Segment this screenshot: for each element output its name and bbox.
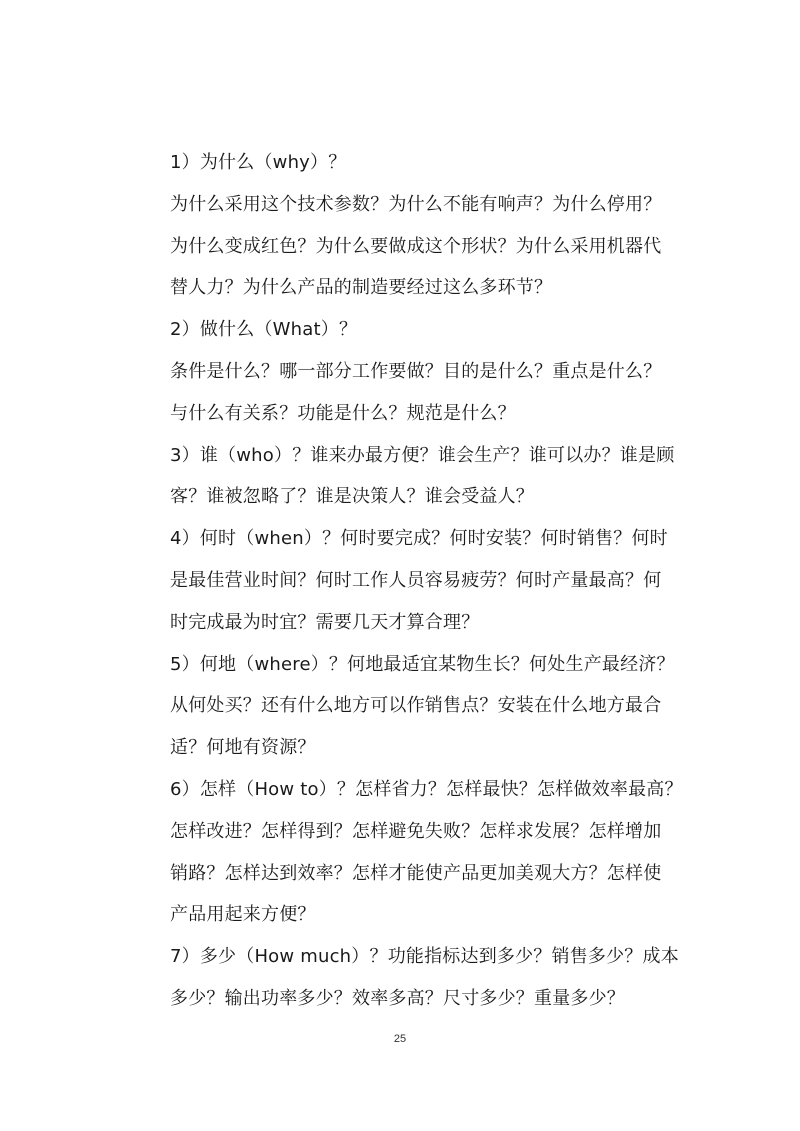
text-line: 为什么采用这个技术参数？为什么不能有响声？为什么停用？ [170,193,662,215]
text-line: 怎样改进？怎样得到？怎样避免失败？怎样求发展？怎样增加 [170,820,662,842]
body-text [170,142,685,1020]
text-line-4-heading: 4）何时（when）？何时要完成？何时安装？何时销售？何时 [170,528,668,550]
text-line: 多少？输出功率多少？效率多高？尺寸多少？重量多少？ [170,987,625,1009]
text-line-2-heading: 2）做什么（What）？ [170,319,358,341]
text-line: 时完成最为时宜？需要几天才算合理？ [170,611,480,633]
text-line: 替人力？为什么产品的制造要经过这么多环节？ [170,277,553,299]
text-line: 条件是什么？哪一部分工作要做？目的是什么？重点是什么？ [170,360,662,382]
text-line: 为什么变成红色？为什么要做成这个形状？为什么采用机器代 [170,235,662,257]
page-number: 25 [393,1033,407,1045]
text-line-7-heading: 7）多少（How much）？功能指标达到多少？销售多少？成本 [170,946,679,968]
text-line-1-heading: 1）为什么（why）？ [170,152,347,173]
text-line: 客？谁被忽略了？谁是决策人？谁会受益人？ [170,486,534,508]
text-line: 与什么有关系？功能是什么？规范是什么？ [170,402,516,424]
text-line: 适？何地有资源？ [170,737,316,759]
text-line-3-heading: 3）谁（who）？谁来办最方便？谁会生产？谁可以办？谁是顾 [170,444,675,466]
text-line: 是最佳营业时间？何时工作人员容易疲劳？何时产量最高？何 [170,569,662,591]
text-line-5-heading: 5）何地（where）？何地最适宜某物生长？何处生产最经济？ [170,653,675,675]
text-line: 销路？怎样达到效率？怎样才能使产品更加美观大方？怎样使 [170,862,662,884]
text-line-6-heading: 6）怎样（How to）？怎样省力？怎样最快？怎样做效率最高？ [170,778,683,800]
text-line: 产品用起来方便？ [170,904,316,926]
text-line: 从何处买？还有什么地方可以作销售点？安装在什么地方最合 [170,695,662,717]
